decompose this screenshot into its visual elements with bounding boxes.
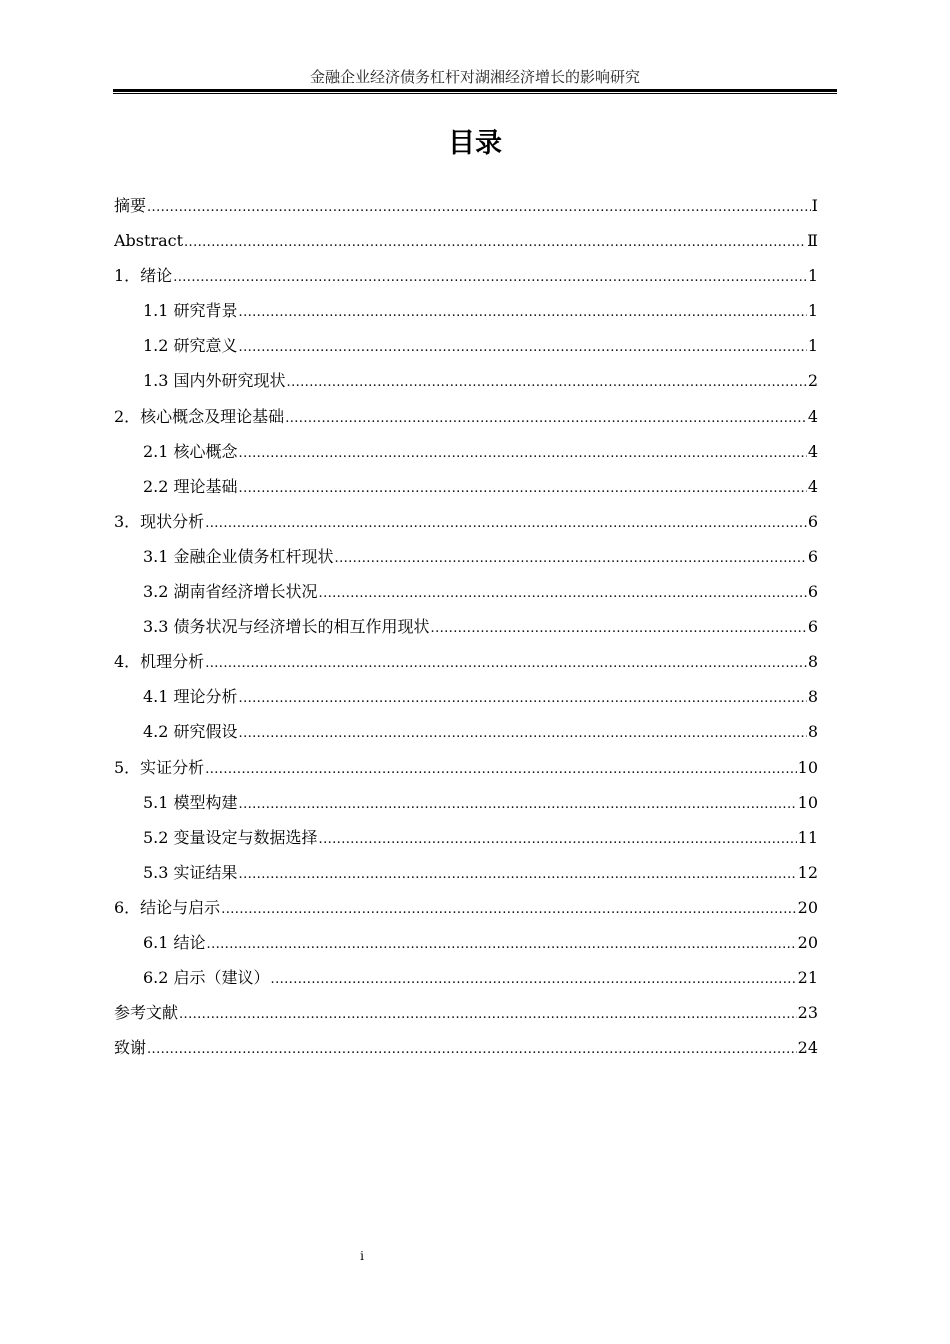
toc-dot-leader	[271, 962, 797, 997]
toc-entry-page: 6	[807, 546, 818, 566]
toc-dot-leader	[184, 225, 806, 260]
header-rule-thin	[113, 93, 837, 94]
toc-entry[interactable]	[114, 504, 818, 539]
toc-entry[interactable]	[114, 855, 818, 890]
toc-dot-leader	[239, 787, 797, 822]
toc-entry[interactable]	[114, 539, 818, 574]
toc-entry[interactable]	[114, 679, 818, 714]
toc-entry-label: 2.1 核心概念	[143, 441, 238, 461]
toc-entry-page: 10	[797, 792, 818, 812]
toc-dot-leader	[205, 646, 807, 681]
toc-entry-page: 23	[797, 1003, 818, 1023]
toc-entry[interactable]	[114, 363, 818, 398]
toc-entry-page: 6	[807, 617, 818, 637]
toc-entry-label: 4.1 理论分析	[143, 687, 238, 707]
toc-entry-label: 5.3 实证结果	[143, 862, 238, 882]
toc-dot-leader	[239, 681, 807, 716]
toc-entry-label: 5．实证分析	[114, 757, 205, 777]
toc-entry-label: Abstract	[114, 231, 184, 251]
toc-dot-leader	[319, 822, 797, 857]
page-number: i	[360, 1249, 364, 1263]
running-header: 金融企业经济债务杠杆对湖湘经济增长的影响研究	[309, 68, 640, 86]
toc-entry[interactable]	[114, 750, 818, 785]
toc-dot-leader	[221, 892, 796, 927]
toc-entry-page: 6	[807, 511, 818, 531]
toc-dot-leader	[179, 997, 797, 1032]
toc-dot-leader	[147, 1032, 797, 1067]
toc-entry[interactable]	[114, 785, 818, 820]
toc-entry[interactable]	[114, 925, 818, 960]
toc-entry-page: 20	[797, 897, 818, 917]
toc-entry-label: 3．现状分析	[114, 511, 205, 531]
toc-entry-label: 5.2 变量设定与数据选择	[143, 827, 318, 847]
toc-entry[interactable]	[114, 960, 818, 995]
toc-dot-leader	[285, 401, 807, 436]
toc-entry-page: 4	[807, 441, 818, 461]
toc-entry-page: 8	[807, 687, 818, 707]
toc-entry[interactable]	[114, 574, 818, 609]
toc-dot-leader	[239, 330, 807, 365]
toc-entry-label: 4．机理分析	[114, 652, 205, 672]
toc-entry-page: 6	[807, 582, 818, 602]
toc-entry-label: 3.3 债务状况与经济增长的相互作用现状	[143, 617, 430, 637]
toc-entry-page: 1	[807, 301, 818, 321]
toc-dot-leader	[239, 436, 807, 471]
toc-list	[114, 188, 818, 1065]
toc-entry-label: 6．结论与启示	[114, 897, 221, 917]
toc-entry-label: 4.2 研究假设	[143, 722, 238, 742]
toc-dot-leader	[205, 506, 807, 541]
toc-entry-page: 10	[797, 757, 818, 777]
toc-entry[interactable]	[114, 820, 818, 855]
toc-entry[interactable]	[114, 995, 818, 1030]
toc-entry-label: 1.1 研究背景	[143, 301, 238, 321]
header-rule-thick	[113, 89, 837, 92]
toc-dot-leader	[173, 260, 807, 295]
toc-entry[interactable]	[114, 328, 818, 363]
toc-entry-label: 3.2 湖南省经济增长状况	[143, 582, 318, 602]
toc-title: 目录	[448, 128, 502, 159]
toc-entry-page: 8	[807, 722, 818, 742]
toc-entry-label: 6.1 结论	[143, 932, 206, 952]
toc-entry-label: 摘要	[114, 196, 147, 215]
toc-dot-leader	[147, 190, 811, 225]
toc-entry[interactable]	[114, 644, 818, 679]
toc-entry[interactable]	[114, 258, 818, 293]
toc-entry-label: 6.2 启示（建议）	[143, 968, 270, 988]
toc-entry-page: 4	[807, 476, 818, 496]
toc-entry-label: 致谢	[114, 1038, 147, 1058]
toc-entry-label: 1．绪论	[114, 266, 173, 286]
toc-entry-page: 2	[807, 371, 818, 391]
toc-entry-label: 参考文献	[114, 1003, 179, 1023]
toc-dot-leader	[239, 471, 807, 506]
toc-entry[interactable]	[114, 434, 818, 469]
toc-entry[interactable]	[114, 609, 818, 644]
toc-entry-label: 5.1 模型构建	[143, 792, 238, 812]
toc-entry-label: 3.1 金融企业债务杠杆现状	[143, 546, 334, 566]
toc-entry[interactable]	[114, 399, 818, 434]
toc-entry-page: I	[811, 196, 818, 215]
toc-entry-page: 1	[807, 336, 818, 356]
toc-entry-label: 2.2 理论基础	[143, 476, 238, 496]
toc-dot-leader	[319, 576, 807, 611]
toc-dot-leader	[239, 716, 807, 751]
toc-entry-label: 2．核心概念及理论基础	[114, 406, 285, 426]
toc-dot-leader	[287, 365, 807, 400]
toc-dot-leader	[205, 752, 796, 787]
toc-entry-page: 11	[797, 827, 818, 847]
toc-entry-page: 24	[797, 1038, 818, 1058]
toc-entry[interactable]	[114, 188, 818, 223]
toc-entry-label: 1.3 国内外研究现状	[143, 371, 286, 391]
toc-dot-leader	[239, 295, 807, 330]
toc-entry[interactable]	[114, 890, 818, 925]
toc-dot-leader	[207, 927, 797, 962]
toc-dot-leader	[239, 857, 797, 892]
toc-entry-label: 1.2 研究意义	[143, 336, 238, 356]
toc-entry-page: 21	[797, 968, 818, 988]
toc-dot-leader	[431, 611, 807, 646]
toc-entry[interactable]	[114, 293, 818, 328]
toc-entry-page: Ⅱ	[807, 231, 818, 251]
toc-entry-page: 12	[797, 862, 818, 882]
toc-entry[interactable]	[114, 1030, 818, 1065]
toc-dot-leader	[335, 541, 807, 576]
toc-entry[interactable]	[114, 469, 818, 504]
toc-entry-page: 20	[797, 932, 818, 952]
toc-entry-page: 1	[807, 266, 818, 286]
toc-entry-page: 8	[807, 652, 818, 672]
toc-entry-page: 4	[807, 406, 818, 426]
toc-entry[interactable]	[114, 714, 818, 749]
toc-entry[interactable]	[114, 223, 818, 258]
